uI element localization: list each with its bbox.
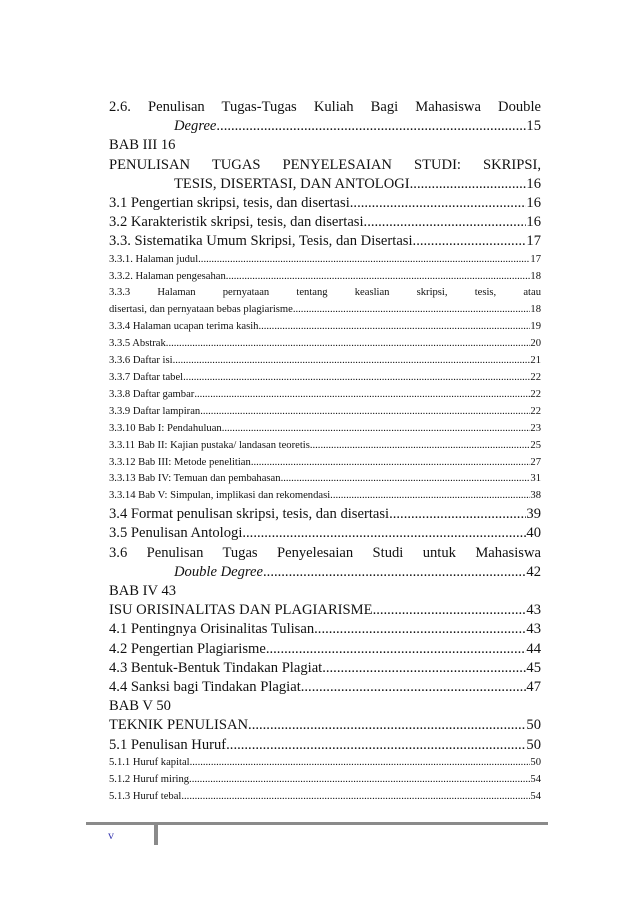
toc-entry (109, 175, 541, 194)
toc-page-number: 22 (530, 371, 541, 383)
toc-entry (109, 269, 541, 286)
toc-page-number: 19 (530, 321, 541, 333)
toc-entry-title: TEKNIK PENULISAN (109, 717, 249, 734)
toc-entry (109, 755, 541, 772)
toc-entry-title: 4.1 Pentingnya Orisinalitas Tulisan (109, 621, 315, 638)
toc-leader-dots (373, 601, 527, 620)
toc-entry-title: 3.3.13 Bab IV: Temuan dan pembahasan (109, 473, 281, 485)
toc-leader-dots (251, 455, 531, 472)
toc-entry (109, 640, 541, 659)
toc-leader-dots (301, 678, 527, 697)
toc-entry (109, 772, 541, 789)
toc-entry (109, 302, 541, 319)
toc-entry-title: 5.1.2 Huruf miring (109, 773, 190, 785)
toc-entry (109, 716, 541, 735)
toc-leader-dots (322, 659, 526, 678)
toc-entry-title: 3.3.4 Halaman ucapan terima kasih (109, 321, 259, 333)
toc-page-number: 38 (530, 490, 541, 502)
toc-page-number: 42 (526, 563, 541, 580)
toc-leader-dots (166, 336, 531, 353)
toc-entry (109, 563, 541, 582)
toc-entry (109, 736, 541, 755)
toc-entry-title: 3.3.5 Abstrak (109, 338, 166, 350)
toc-leader-dots (293, 302, 531, 319)
toc-entry-title: 5.1.3 Huruf tebal (109, 790, 182, 802)
toc-page-number: 50 (526, 736, 541, 753)
toc-entry (109, 213, 541, 232)
toc-entry (109, 370, 541, 387)
toc-page-number: 54 (530, 773, 541, 785)
toc-entry (109, 620, 541, 639)
toc-page-number: 16 (526, 195, 541, 212)
toc-entry-title: ISU ORISINALITAS DAN PLAGIARISME (109, 602, 373, 619)
toc-entry (109, 353, 541, 370)
toc-page-number: 50 (530, 756, 541, 768)
toc-page-number: 25 (530, 439, 541, 451)
toc-leader-dots (173, 353, 531, 370)
toc-leader-dots (263, 563, 526, 582)
toc-entry-title: 3.3.8 Daftar gambar (109, 388, 195, 400)
toc-entry-title: 3.3.10 Bab I: Pendahuluan (109, 422, 222, 434)
toc-entry (109, 659, 541, 678)
toc-entry: 3.3.3 Halaman pernyataan tentang keaslian skripsi, tesis, atau (109, 287, 541, 299)
toc-page-number: 15 (526, 118, 541, 135)
toc-entry-title: TESIS, DISERTASI, DAN ANTOLOGI (174, 175, 410, 192)
toc-leader-dots (413, 232, 527, 251)
toc-entry (109, 117, 541, 136)
toc-entry: BAB III 16 (109, 137, 176, 154)
toc-page-number: 44 (526, 640, 541, 657)
toc-entry: 3.6 Penulisan Tugas Penyelesaian Studi untuk Mahasiswa (109, 544, 541, 561)
toc-page-number: 54 (530, 790, 541, 802)
toc-leader-dots (314, 620, 526, 639)
toc-entry-title: Double Degree (174, 563, 264, 580)
toc-leader-dots (226, 269, 531, 286)
toc-leader-dots (410, 175, 527, 194)
toc-leader-dots (389, 505, 526, 524)
toc-entry: BAB V 50 (109, 698, 171, 715)
toc-entry (109, 421, 541, 438)
toc-entry-title: disertasi, dan pernyataan bebas plagiarisme (109, 304, 293, 316)
toc-entry-title: 5.1 Penulisan Huruf (109, 736, 227, 753)
toc-leader-dots (190, 755, 531, 772)
toc-page-number: 45 (526, 659, 541, 676)
toc-leader-dots (258, 319, 530, 336)
toc-entry (109, 232, 541, 251)
footer-tick (154, 822, 158, 845)
toc-leader-dots (310, 438, 531, 455)
toc-page-number: 31 (530, 473, 541, 485)
toc-page-number: 22 (530, 388, 541, 400)
toc-leader-dots (216, 117, 526, 136)
toc-page-number: 16 (526, 214, 541, 231)
toc-entry (109, 252, 541, 269)
toc-entry-title: 3.4 Format penulisan skripsi, tesis, dan disertasi (109, 506, 390, 523)
page-number: v (108, 828, 114, 842)
toc-page-number: 27 (530, 456, 541, 468)
toc-page-number: 50 (526, 717, 541, 734)
toc-entry-title: 3.3. Sistematika Umum Skripsi, Tesis, dan Disertasi (109, 233, 413, 250)
toc-entry (109, 678, 541, 697)
toc-entry-title: 4.4 Sanksi bagi Tindakan Plagiat (109, 679, 301, 696)
toc-leader-dots (330, 488, 530, 505)
toc-entry-title: 3.3.6 Daftar isi (109, 355, 173, 367)
toc-page-number: 39 (526, 506, 541, 523)
toc-entry: PENULISAN TUGAS PENYELESAIAN STUDI: SKRIPSI, (109, 156, 541, 173)
toc-entry-title: 3.3.2. Halaman pengesahan (109, 270, 226, 282)
toc-entry (109, 194, 541, 213)
toc-page-number: 17 (530, 253, 541, 265)
toc-leader-dots (266, 640, 527, 659)
toc-entry-title: 3.5 Penulisan Antologi (109, 525, 243, 542)
toc-page-number: 23 (530, 422, 541, 434)
toc-entry (109, 505, 541, 524)
toc-page-number: 18 (530, 304, 541, 316)
toc-entry-title: 3.3.14 Bab V: Simpulan, implikasi dan rekomendasi (109, 490, 331, 502)
toc-entry (109, 524, 541, 543)
toc-entry-title: 4.2 Pengertian Plagiarisme (109, 640, 266, 657)
toc-entry (109, 387, 541, 404)
toc-entry (109, 319, 541, 336)
toc-page-number: 22 (530, 405, 541, 417)
toc-leader-dots (181, 789, 530, 806)
toc-page-number: 21 (530, 355, 541, 367)
toc-entry (109, 601, 541, 620)
toc-leader-dots (183, 370, 530, 387)
toc-leader-dots (364, 213, 527, 232)
toc-leader-dots (226, 736, 526, 755)
toc-page-number: 20 (530, 338, 541, 350)
toc-leader-dots (281, 471, 531, 488)
toc-entry (109, 438, 541, 455)
toc-leader-dots (200, 404, 530, 421)
toc-entry-title: 3.3.12 Bab III: Metode penelitian (109, 456, 251, 468)
toc-page-number: 43 (526, 621, 541, 638)
toc-page-number: 47 (526, 679, 541, 696)
toc-entry (109, 336, 541, 353)
toc-entry-title: Degree (174, 118, 217, 135)
toc-page-number: 17 (526, 233, 541, 250)
toc-page-number: 40 (526, 525, 541, 542)
table-of-contents (109, 98, 541, 806)
toc-entry (109, 471, 541, 488)
toc-page-number: 16 (526, 175, 541, 192)
toc-entry-title: 5.1.1 Huruf kapital (109, 756, 190, 768)
toc-entry-title: 3.3.11 Bab II: Kajian pustaka/ landasan teoretis (109, 439, 310, 451)
toc-entry-title: 3.3.9 Daftar lampiran (109, 405, 201, 417)
toc-entry-title: 3.3.1. Halaman judul (109, 253, 199, 265)
toc-leader-dots (198, 252, 530, 269)
toc-entry-title: 3.3.7 Daftar tabel (109, 371, 184, 383)
toc-entry-title: 3.2 Karakteristik skripsi, tesis, dan disertasi (109, 214, 364, 231)
toc-leader-dots (194, 387, 530, 404)
toc-page-number: 43 (526, 602, 541, 619)
toc-entry-title: 4.3 Bentuk-Bentuk Tindakan Plagiat (109, 659, 323, 676)
toc-leader-dots (189, 772, 530, 789)
toc-entry (109, 404, 541, 421)
toc-entry: BAB IV 43 (109, 583, 177, 600)
toc-leader-dots (242, 524, 526, 543)
toc-entry (109, 488, 541, 505)
toc-leader-dots (248, 716, 526, 735)
toc-entry-title: 3.1 Pengertian skripsi, tesis, dan disertasi (109, 195, 350, 212)
toc-leader-dots (350, 194, 527, 213)
toc-entry (109, 789, 541, 806)
toc-entry: 2.6. Penulisan Tugas-Tugas Kuliah Bagi Mahasiswa Double (109, 99, 541, 115)
toc-leader-dots (222, 421, 531, 438)
toc-page-number: 18 (530, 270, 541, 282)
toc-entry (109, 455, 541, 472)
